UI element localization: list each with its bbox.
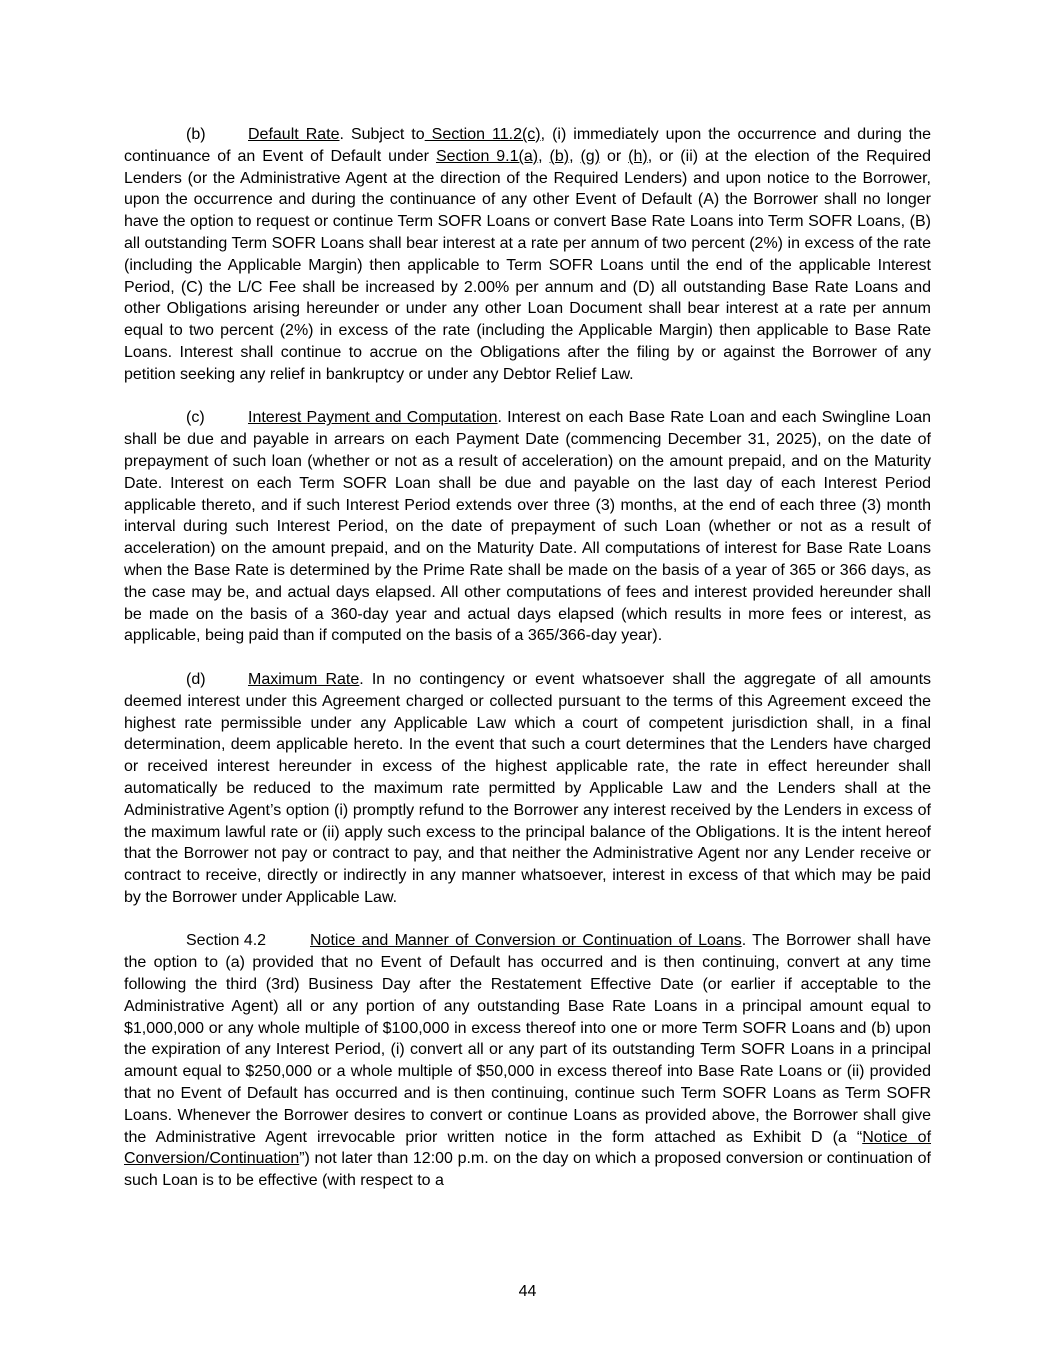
paragraph-text: , [569,147,581,165]
document-page [124,124,931,1214]
section-reference: Section 11.2(c) [424,126,541,143]
paragraph-text: ”) not later than 12:00 p.m. on the day on which a proposed conversion or continuation of such Loan is to be effective (with respect to a [124,1150,931,1190]
paragraph-text: . The Borrower shall have the option to (a) provided that no Event of Default has occurred and is then continuing, convert at any time following the third (3rd) Business Day after the Restatement Effective Date (or earlier if acceptable to the Administrative Agent) all or any portion of any outstanding Base Rate Loans in a principal amount equal to $1,000,000 or any whole multiple of $100,000 in excess thereof into one or more Term SOFR Loans and (b) upon the expiration of any Interest Period, (i) convert all or any part of its outstanding Term SOFR Loans in a principal amount equal to $250,000 or a whole multiple of $50,000 in excess thereof into Base Rate Loans or (ii) provided that no Event of Default has occurred and is then continuing, continue such Term SOFR Loans as Term SOFR Loans. Whenever the Borrower desires to convert or continue Loans as provided above, the Borrower shall give the Administrative Agent irrevocable prior written notice in the form attached as Exhibit D (a “ [124,932,931,1146]
section-reference: (g) [580,147,601,165]
paragraph-label: (c) [186,409,205,427]
section-reference: (h) [628,147,648,165]
paragraph-heading: Maximum Rate [248,670,360,688]
paragraph-text: , [538,147,550,165]
defined-term: Notice of Conversion/Continuation [124,1128,932,1168]
paragraph-default-rate [124,124,931,386]
paragraph-label: (b) [186,126,206,143]
paragraph-heading: Interest Payment and Computation [248,409,498,427]
paragraph-text: , or (ii) at the election of the Required Lenders (or the Administrative Agent at the direction of the Required Lenders) and upon notice to the Borrower, upon the occurrence and during the continuance of any other Event of Default (A) the Borrower shall no longer have the option to request or continue Term SOFR Loans or convert Base Rate Loans into Term SOFR Loans, (B) all outstanding Term SOFR Loans shall bear interest at a rate per annum of two percent (2%) in excess of the rate (including the Applicable Margin) then applicable to Term SOFR Loans until the end of the applicable Interest Period, (C) the L/C Fee shall be increased by 2.00% per annum and (D) all outstanding Base Rate Loans and other Obligations arising hereunder or under any other Loan Document shall bear interest at a rate per annum equal to two percent (2%) in excess of the rate (including the Applicable Margin) then applicable to Base Rate Loans. Interest shall continue to accrue on the Obligations after the filing by or against the Borrower of any petition seeking any relief in bankruptcy or under any Debtor Relief Law. [124,147,932,383]
section-label: Section 4.2 [186,932,267,950]
paragraph-text: . Subject to [339,126,425,143]
paragraph-heading: Default Rate [248,126,340,143]
page-number: 44 [518,1283,537,1300]
paragraph-text: or [600,147,629,165]
section-reference: (b) [549,147,570,165]
section-reference: Section 9.1(a) [435,147,539,165]
paragraph-text: , (i) immediately upon the occurrence and during the continuance of an Event of Default under [124,126,932,165]
section-4-2 [124,930,931,1192]
paragraph-interest-payment [124,407,931,647]
section-heading: Notice and Manner of Conversion or Continuation of Loans [310,932,742,950]
paragraph-text: . In no contingency or event whatsoever shall the aggregate of all amounts deemed interest under this Agreement charged or collected pursuant to the terms of this Agreement exceed the highest rate permissible under any Applicable Law which a court of competent jurisdiction shall, in a final determination, deem applicable hereto. In the event that such a court determines that the Lenders have charged or received interest hereunder in excess of the highest applicable rate, the rate in effect hereunder shall automatically be reduced to the maximum rate permitted by Applicable Law and the Lenders shall at the Administrative Agent’s option (i) promptly refund to the Borrower any interest received by the Lenders in excess of the maximum lawful rate or (ii) apply such excess to the principal balance of the Obligations. It is the intent hereof that the Borrower not pay or contract to pay, and that neither the Administrative Agent nor any Lender receive or contract to receive, directly or indirectly in any manner whatsoever, interest in excess of that which may be paid by the Borrower under Applicable Law. [124,670,932,906]
paragraph-label: (d) [186,670,206,688]
paragraph-maximum-rate [124,669,931,909]
paragraph-text: . Interest on each Base Rate Loan and each Swingline Loan shall be due and payable in arrears on each Payment Date (commencing December 31, 2025), on the date of prepayment of such loan (whether or not as a result of acceleration) on the amount prepaid, and on the Maturity Date. Interest on each Term SOFR Loan shall be due and payable on the last day of each Interest Period applicable thereto, and if such Interest Period extends over three (3) months, at the end of each three (3) month interval during such Interest Period, on the date of prepayment of such Loan (whether or not as a result of acceleration) on the amount prepaid, and on the Maturity Date. All computations of interest for Base Rate Loans when the Base Rate is determined by the Prime Rate shall be made on the basis of a year of 365 or 366 days, as the case may be, and actual days elapsed. All other computations of fees and interest provided hereunder shall be made on the basis of a 360-day year and actual days elapsed (which results in more fees or interest, as applicable, being paid than if computed on the basis of a 365/366-day year). [124,409,932,645]
